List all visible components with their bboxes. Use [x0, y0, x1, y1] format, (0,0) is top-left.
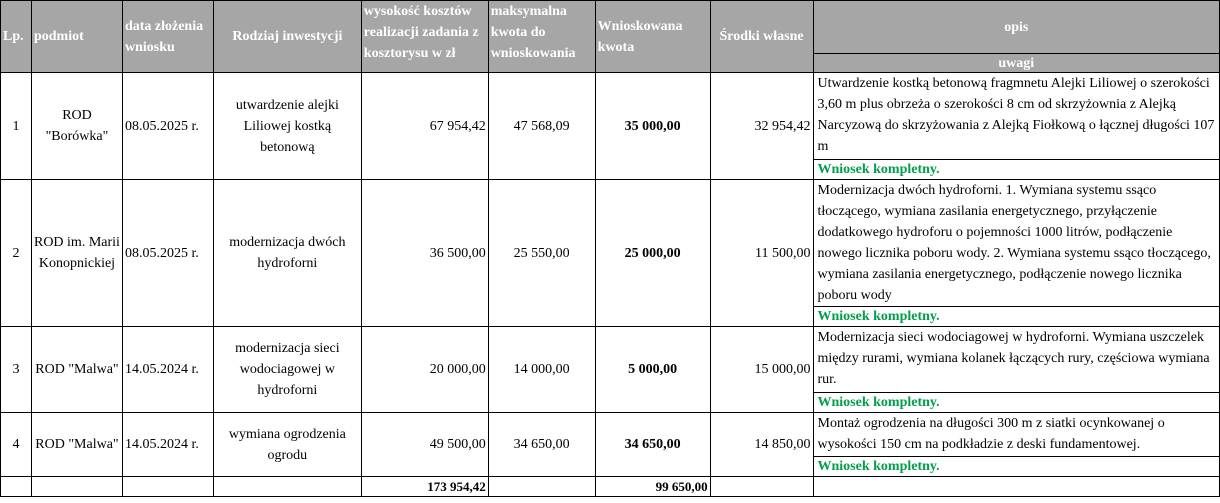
header-max-kwota: maksymalna kwota do wnioskowania [488, 1, 595, 73]
cell-uwagi: Wniosek kompletny. [813, 393, 1220, 413]
cell-data: 08.05.2025 r. [122, 180, 213, 327]
empty-cell [1, 477, 32, 497]
table-row [1, 413, 1220, 457]
header-lp: Lp. [1, 1, 32, 73]
cell-lp: 4 [1, 413, 32, 477]
cell-rodzaj: wymiana ogrodzenia ogrodu [213, 413, 361, 477]
table-row [1, 180, 1220, 307]
cell-opis: Utwardzenie kostką betonową fragmnetu Alejki Liliowej o szerokości 3,60 m plus obrzeża o szerokości 8 cm od skrzyżownia z Alejką Narcyzową do skrzyżowania z Alejką Fiołkową o łącznej długości 107 m [813, 73, 1220, 160]
empty-cell [122, 477, 213, 497]
cell-uwagi: Wniosek kompletny. [813, 160, 1220, 180]
empty-cell [488, 477, 595, 497]
cell-srodki: 11 500,00 [710, 180, 813, 327]
cell-wnioskowana: 25 000,00 [595, 180, 710, 327]
cell-uwagi: Wniosek kompletny. [813, 307, 1220, 327]
cell-max-kwota: 14 000,00 [488, 327, 595, 413]
header-opis: opis [813, 1, 1220, 54]
cell-max-kwota: 47 568,09 [488, 73, 595, 180]
total-koszt: 173 954,42 [361, 477, 488, 497]
empty-cell [710, 477, 813, 497]
cell-podmiot: ROD im. Marii Konopnickiej [31, 180, 122, 327]
cell-lp: 2 [1, 180, 32, 327]
cell-max-kwota: 25 550,00 [488, 180, 595, 327]
cell-data: 14.05.2024 r. [122, 413, 213, 477]
cell-data: 08.05.2025 r. [122, 73, 213, 180]
cell-srodki: 14 850,00 [710, 413, 813, 477]
cell-opis: Montaż ogrodzenia na długości 300 m z siatki ocynkowanej o wysokości 150 cm na podkładzie z deski fundamentowej. [813, 413, 1220, 457]
header-podmiot: podmiot [31, 1, 122, 73]
cell-rodzaj: modernizacja dwóch hydroforni [213, 180, 361, 327]
empty-cell [813, 477, 1220, 497]
cell-wnioskowana: 34 650,00 [595, 413, 710, 477]
table-row [1, 73, 1220, 160]
cell-podmiot: ROD "Borówka" [31, 73, 122, 180]
header-uwagi: uwagi [813, 54, 1220, 73]
cell-koszt: 36 500,00 [361, 180, 488, 327]
cell-uwagi: Wniosek kompletny. [813, 457, 1220, 477]
empty-cell [31, 477, 122, 497]
cell-koszt: 67 954,42 [361, 73, 488, 180]
cell-lp: 3 [1, 327, 32, 413]
cell-wnioskowana: 5 000,00 [595, 327, 710, 413]
total-wnioskowana: 99 650,00 [595, 477, 710, 497]
header-wnioskowana-kwota: Wnioskowana kwota [595, 1, 710, 73]
cell-podmiot: ROD "Malwa" [31, 413, 122, 477]
cell-rodzaj: modernizacja sieci wodociagowej w hydroforni [213, 327, 361, 413]
empty-cell [213, 477, 361, 497]
cell-lp: 1 [1, 73, 32, 180]
cell-srodki: 15 000,00 [710, 327, 813, 413]
cell-opis: Modernizacja sieci wodociagowej w hydroforni. Wymiana uszczelek między rurami, wymiana kolanek łączących rury, częściowa wymiana rur. [813, 327, 1220, 393]
cell-koszt: 49 500,00 [361, 413, 488, 477]
cell-rodzaj: utwardzenie alejki Liliowej kostką betonową [213, 73, 361, 180]
totals-row [1, 477, 1220, 497]
cell-podmiot: ROD "Malwa" [31, 327, 122, 413]
cell-opis: Modernizacja dwóch hydroforni. 1. Wymiana systemu ssąco tłoczącego, wymiana zasilania energetycznego, przyłączenie dodatkowego hydroforu o pojemności 1000 litrów, podłączenie nowego licznika poboru wody. 2. Wymiana systemu ssąco tłoczącego, wymiana zasilania energetycznego, podłączenie nowego licznika poboru wody [813, 180, 1220, 307]
cell-data: 14.05.2024 r. [122, 327, 213, 413]
header-rodzaj-inwestycji: Rodziaj inwestycji [213, 1, 361, 73]
cell-max-kwota: 34 650,00 [488, 413, 595, 477]
header-data-zlozenia: data złożenia wniosku [122, 1, 213, 73]
table-row [1, 327, 1220, 393]
header-koszt: wysokość kosztów realizacji zadania z kosztorysu w zł [361, 1, 488, 73]
header-srodki-wlasne: Środki własne [710, 1, 813, 73]
cell-wnioskowana: 35 000,00 [595, 73, 710, 180]
cell-koszt: 20 000,00 [361, 327, 488, 413]
cell-srodki: 32 954,42 [710, 73, 813, 180]
